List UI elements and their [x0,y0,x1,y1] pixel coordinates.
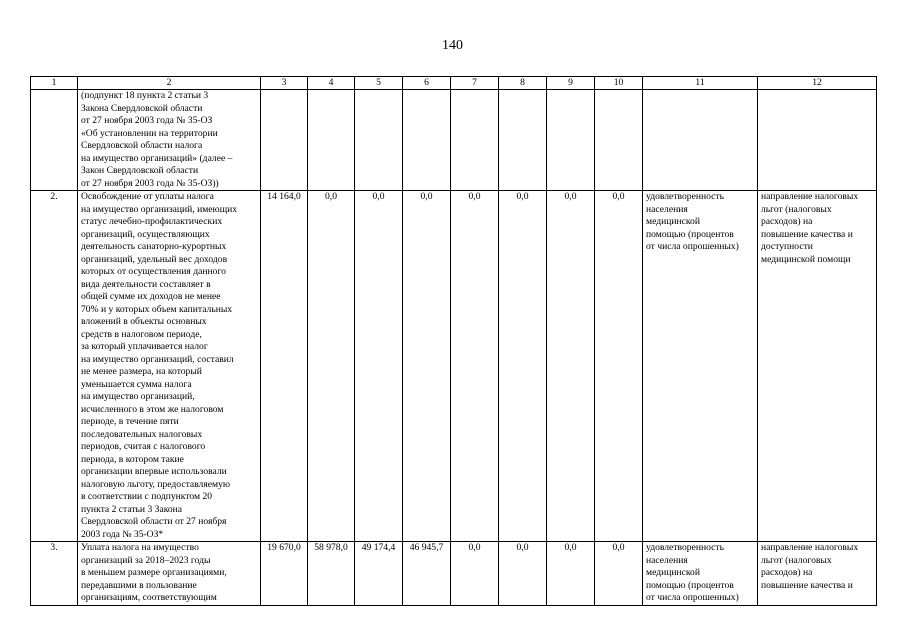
value-cell [403,90,451,191]
value-cell [308,90,355,191]
value-cell: 0,0 [403,191,451,542]
tax-benefits-table [30,76,877,606]
column-header: 7 [451,77,499,90]
direction-cell: направление налоговых льгот (налоговых расходов) на повышение качества и доступности медицинской помощи [758,191,877,542]
value-cell: 0,0 [595,191,643,542]
row-description: Освобождение от уплаты налога на имущество организаций, имеющих статус лечебно-профилактических организаций, осуществляющих деятельность санаторно-курортных организаций, удельный вес доходов которых от осуществления данного вида деятельности составляет в общей сумме их доходов не менее 70% и у которых объем капитальных вложений в объекты основных средств в налоговом периоде, за который уплачивается налог на имущество организаций, составил не менее размера, на который уменьшается сумма налога на имущество организаций, исчисленного в этом же налоговом периоде, в течение пяти последовательных налоговых периодов, считая с налогового периода, в котором такие организации впервые использовали налоговую льготу, предоставляемую в соответствии с подпунктом 20 пункта 2 статьи 3 Закона Свердловской области от 27 ноября 2003 года № 35-ОЗ* [78,191,261,542]
value-cell: 19 670,0 [261,542,308,606]
row-number [31,90,78,191]
value-cell [499,90,547,191]
column-header: 8 [499,77,547,90]
value-cell: 0,0 [451,191,499,542]
value-cell: 0,0 [451,542,499,606]
value-cell: 0,0 [355,191,403,542]
value-cell: 0,0 [499,542,547,606]
indicator-cell: удовлетворенность населения медицинской помощью (процентов от числа опрошенных) [643,542,758,606]
column-header: 4 [308,77,355,90]
value-cell: 0,0 [595,542,643,606]
column-header: 6 [403,77,451,90]
column-header: 9 [547,77,595,90]
row-number: 2. [31,191,78,542]
column-header: 1 [31,77,78,90]
page-number: 140 [442,38,463,53]
value-cell: 0,0 [308,191,355,542]
row-description: (подпункт 18 пункта 2 статьи 3 Закона Свердловской области от 27 ноября 2003 года № 35-ОЗ «Об установлении на территории Свердловской области налога на имущество организаций» (далее – Закон Свердловской области от 27 ноября 2003 года № 35-ОЗ)) [78,90,261,191]
direction-cell: направление налоговых льгот (налоговых расходов) на повышение качества и [758,542,877,606]
direction-cell [758,90,877,191]
table-row [31,90,877,191]
value-cell [451,90,499,191]
row-number: 3. [31,542,78,606]
table-header-row [31,77,877,90]
indicator-cell: удовлетворенность населения медицинской помощью (процентов от числа опрошенных) [643,191,758,542]
row-description: Уплата налога на имущество организаций за 2018–2023 годы в меньшем размере организациями, передавшими в пользование организациям, соответствующим [78,542,261,606]
column-header: 5 [355,77,403,90]
column-header: 12 [758,77,877,90]
column-header: 3 [261,77,308,90]
value-cell: 46 945,7 [403,542,451,606]
value-cell: 14 164,0 [261,191,308,542]
column-header: 11 [643,77,758,90]
value-cell [261,90,308,191]
column-header: 10 [595,77,643,90]
column-header: 2 [78,77,261,90]
value-cell [547,90,595,191]
value-cell: 49 174,4 [355,542,403,606]
value-cell [595,90,643,191]
value-cell: 0,0 [499,191,547,542]
value-cell: 58 978,0 [308,542,355,606]
value-cell [355,90,403,191]
value-cell: 0,0 [547,542,595,606]
indicator-cell [643,90,758,191]
value-cell: 0,0 [547,191,595,542]
table-row [31,191,877,542]
table-row [31,542,877,606]
